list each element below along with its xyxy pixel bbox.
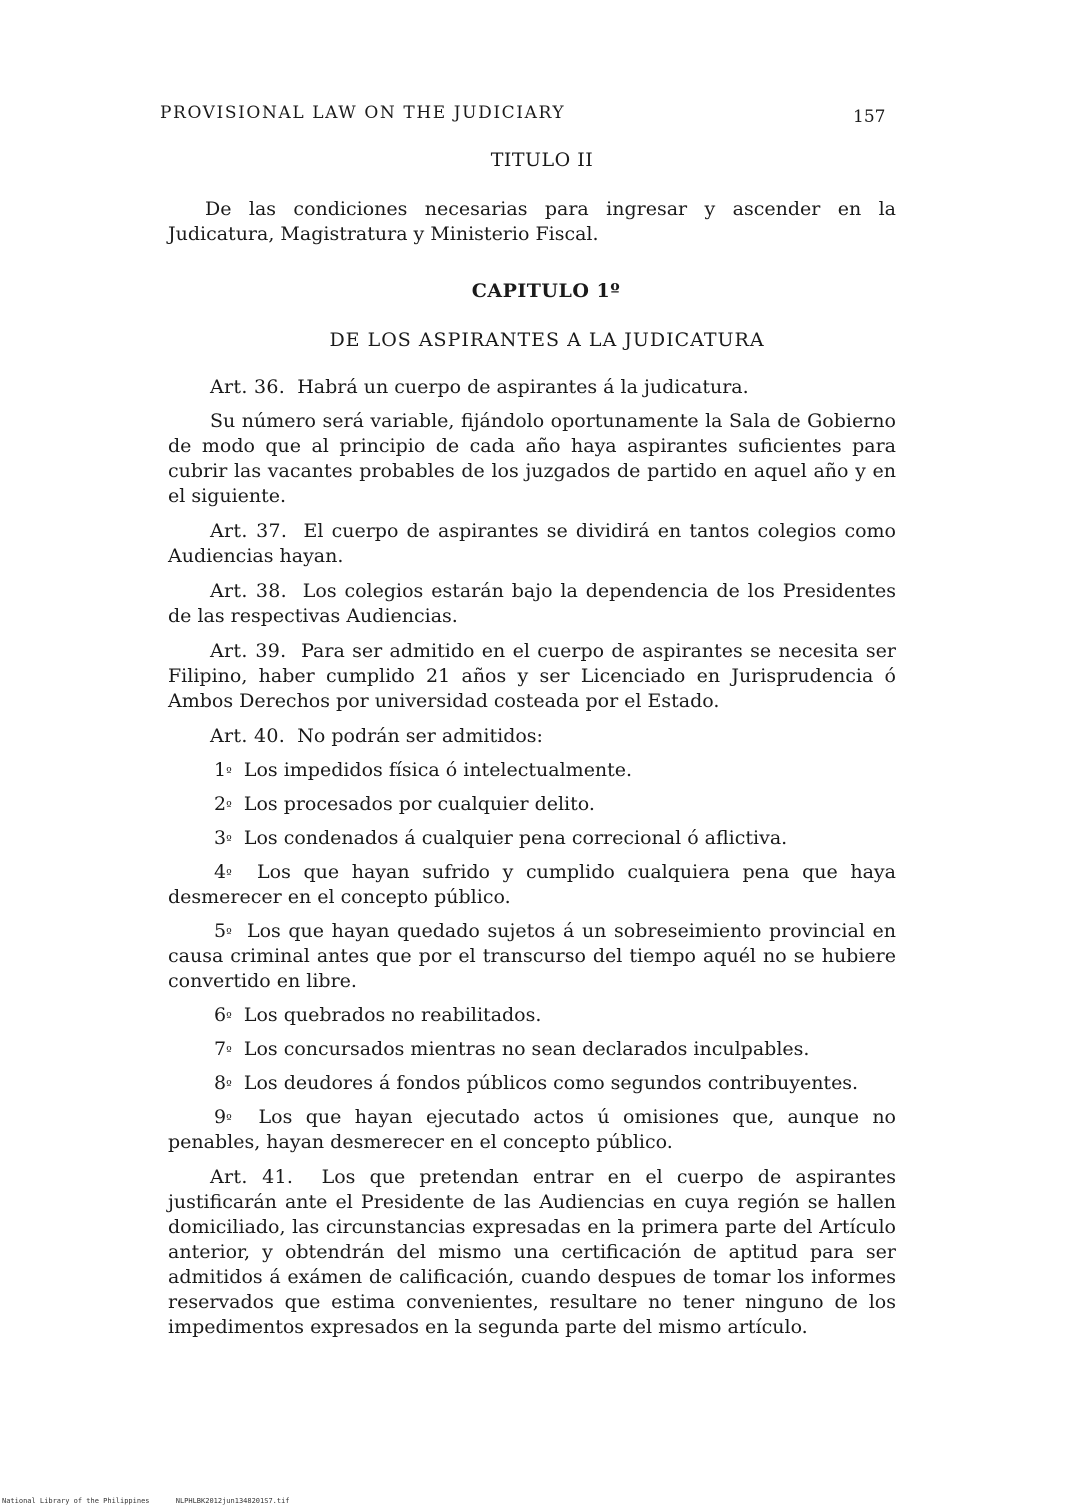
item-text: Los deudores á fondos públicos como segundos contribuyentes. [243, 1072, 859, 1094]
item-text: Los impedidos física ó intelectualmente. [243, 759, 633, 781]
title-description: De las condiciones necesarias para ingresar y ascender en la Judicatura, Magistratura y Ministerio Fiscal. [168, 198, 896, 245]
item-ordinal: º [226, 926, 232, 940]
item-number: 6 [214, 1004, 227, 1026]
body-text [168, 148, 896, 1340]
article-36-text: Habrá un cuerpo de aspirantes á la judicatura. [297, 376, 749, 398]
list-item [168, 919, 896, 994]
item-number: 5 [214, 920, 227, 942]
item-ordinal: º [226, 1078, 232, 1092]
article-40-text: No podrán ser admitidos: [297, 725, 543, 747]
title-heading: TITULO II [490, 149, 594, 171]
article-37 [168, 519, 896, 569]
item-ordinal: º [226, 1112, 232, 1126]
item-number: 4 [214, 861, 227, 883]
item-text: Los quebrados no reabilitados. [243, 1004, 542, 1026]
article-38-label: Art. 38. [210, 580, 287, 602]
item-number: 3 [214, 827, 227, 849]
article-41 [168, 1165, 896, 1340]
item-ordinal: º [226, 867, 232, 881]
item-text: Los que hayan quedado sujetos á un sobreseimiento provincial en causa criminal antes que por el transcurso del tiempo aquél no se hubiere convertido en libre. [168, 920, 896, 992]
chapter-heading: DE LOS ASPIRANTES A LA JUDICATURA [329, 329, 765, 351]
article-41-label: Art. 41. [210, 1166, 294, 1188]
chapter-label: CAPITULO 1º [471, 280, 621, 302]
article-40-label: Art. 40. [210, 725, 286, 747]
item-ordinal: º [226, 1010, 232, 1024]
item-ordinal: º [226, 1044, 232, 1058]
article-39-text: Para ser admitido en el cuerpo de aspirantes se necesita ser Filipino, haber cumplido 21 años y ser Licenciado en Jurisprudencia ó Ambos Derechos por universidad costeada por el Estado. [168, 640, 896, 712]
article-36 [168, 375, 896, 400]
item-number: 1 [214, 759, 227, 781]
list-item [168, 758, 896, 783]
item-number: 9 [214, 1106, 227, 1128]
item-number: 7 [214, 1038, 227, 1060]
footer-file-id: NLPHLBK2012jun1348201S7.tif [175, 1497, 290, 1505]
list-item [168, 1037, 896, 1062]
item-number: 2 [214, 793, 227, 815]
list-item [168, 1105, 896, 1155]
article-41-text: Los que pretendan entrar en el cuerpo de aspirantes justificarán ante el Presidente de las Audiencias en cuya región se hallen domiciliado, las circunstancias expresadas en la primera parte del Artículo anterior, y obtendrán del mismo una certificación de aptitud para ser admitidos á exámen de calificación, cuando despues de tomar los informes reservados que estima convenientes, resultare no tener ninguno de los impedimentos expresados en la segunda parte del mismo artículo. [168, 1166, 896, 1338]
article-36-label: Art. 36. [210, 376, 286, 398]
item-ordinal: º [226, 799, 232, 813]
item-text: Los que hayan ejecutado actos ú omisiones que, aunque no penables, hayan desmerecer en el concepto público. [168, 1106, 896, 1153]
item-ordinal: º [226, 833, 232, 847]
article-36-paragraph-2: Su número será variable, fijándolo oportunamente la Sala de Gobierno de modo que al principio de cada año haya aspirantes suficientes para cubrir las vacantes probables de los juzgados de partido en aquel año y en el siguiente. [168, 410, 896, 507]
article-38 [168, 579, 896, 629]
scan-footer [2, 1497, 312, 1505]
item-text: Los procesados por cualquier delito. [243, 793, 595, 815]
item-text: Los concursados mientras no sean declarados inculpables. [243, 1038, 810, 1060]
item-ordinal: º [226, 765, 232, 779]
list-item [168, 1003, 896, 1028]
running-head: PROVISIONAL LAW ON THE JUDICIARY [160, 103, 566, 123]
list-item [168, 860, 896, 910]
page-number: 157 [853, 107, 886, 127]
list-item [168, 792, 896, 817]
item-text: Los condenados á cualquier pena correcional ó aflictiva. [243, 827, 788, 849]
list-item [168, 826, 896, 851]
article-39 [168, 639, 896, 714]
list-item [168, 1071, 896, 1096]
article-40 [168, 724, 896, 749]
item-number: 8 [214, 1072, 227, 1094]
article-39-label: Art. 39. [210, 640, 287, 662]
footer-library: National Library of the Philippines [2, 1497, 150, 1505]
article-37-label: Art. 37. [210, 520, 288, 542]
article-37-text: El cuerpo de aspirantes se dividirá en tantos colegios como Audiencias hayan. [168, 520, 896, 567]
article-38-text: Los colegios estarán bajo la dependencia de los Presidentes de las respectivas Audiencias. [168, 580, 896, 627]
item-text: Los que hayan sufrido y cumplido cualquiera pena que haya desmerecer en el concepto público. [168, 861, 896, 908]
